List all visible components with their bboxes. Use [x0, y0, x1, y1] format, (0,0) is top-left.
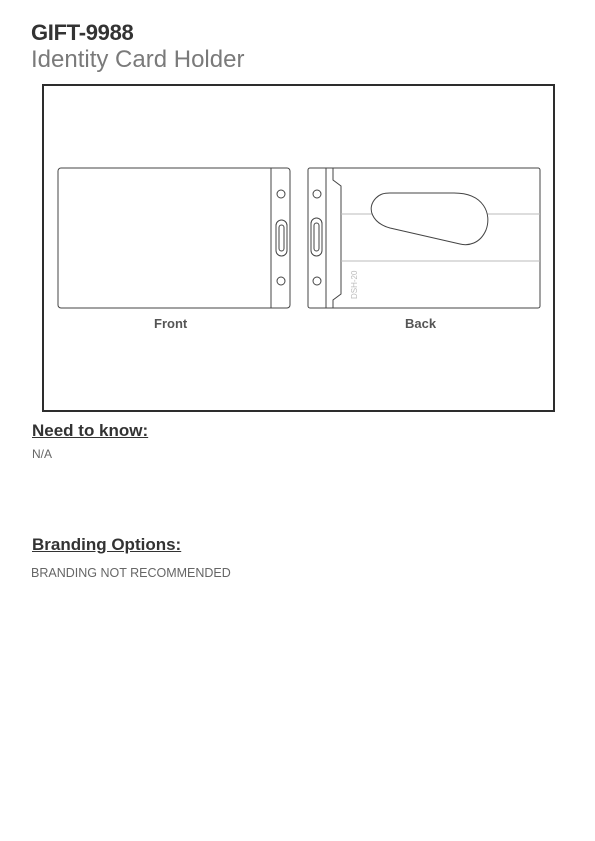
product-illustration-frame: [42, 84, 555, 412]
front-slot-inner: [279, 225, 284, 251]
need-to-know-heading: Need to know:: [32, 421, 149, 440]
front-top-hole: [277, 190, 285, 198]
front-bottom-hole: [277, 277, 285, 285]
back-caption: Back: [405, 316, 437, 331]
back-bottom-hole: [313, 277, 321, 285]
need-to-know-body: N/A: [32, 447, 53, 461]
thumb-cutout: [371, 193, 488, 245]
back-slot: [311, 218, 322, 256]
back-top-hole: [313, 190, 321, 198]
back-side-rail: [333, 168, 341, 308]
front-caption: Front: [154, 316, 188, 331]
branding-options-heading: Branding Options:: [32, 535, 182, 554]
back-slot-inner: [314, 223, 319, 251]
front-view: [58, 168, 290, 308]
product-code: GIFT-9988: [31, 20, 134, 45]
back-card-body: [308, 168, 540, 308]
card-holder-drawing: [44, 86, 553, 410]
back-view: [308, 168, 540, 308]
product-name: Identity Card Holder: [31, 46, 245, 73]
front-card-body: [58, 168, 290, 308]
branding-options-body: BRANDING NOT RECOMMENDED: [31, 566, 231, 580]
back-stamp-text: DSH-20: [350, 270, 359, 299]
